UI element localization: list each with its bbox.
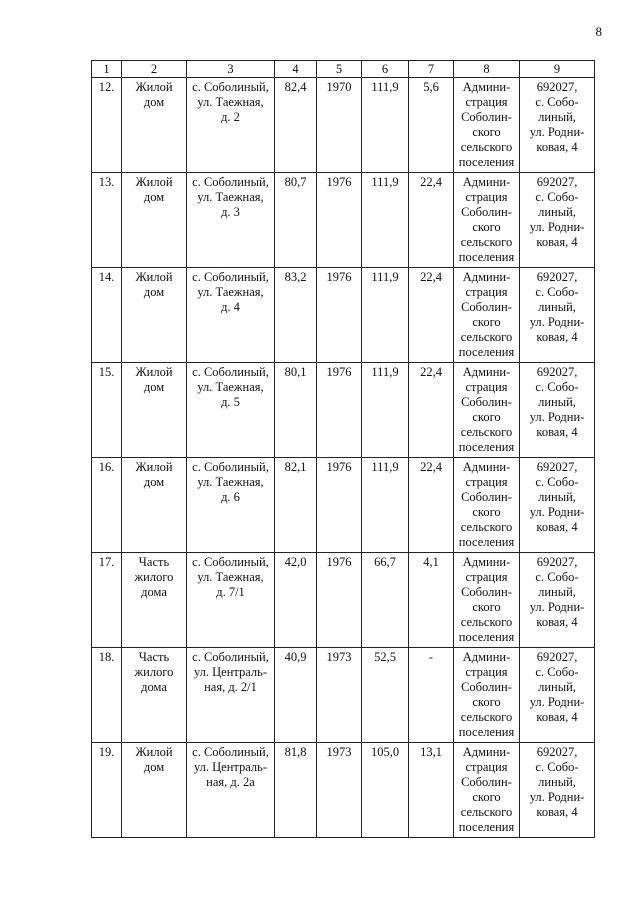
cell-line: ковая, 4 [536, 805, 578, 819]
table-row [92, 363, 595, 458]
header-row [92, 61, 595, 78]
build-year: 1976 [317, 363, 362, 458]
cell-line: страция [465, 570, 508, 584]
cell-line: поселения [458, 630, 515, 644]
cell-line: линый, [538, 395, 576, 409]
object-area: 82,1 [275, 458, 317, 553]
build-year: 1970 [317, 78, 362, 173]
cell-line: 692027, [536, 460, 578, 474]
cell-line: Соболин- [461, 205, 512, 219]
build-year: 1973 [317, 648, 362, 743]
cell-line: ского [472, 410, 501, 424]
cell-line: ул. Таежная, [197, 380, 264, 394]
cell-line: дома [141, 585, 167, 599]
balance-value: 111,9 [362, 78, 409, 173]
row-number: 17. [92, 553, 122, 648]
cell-line: дом [143, 190, 165, 204]
owner-name [454, 458, 520, 553]
cell-line: д. 6 [221, 490, 240, 504]
cell-line: Соболин- [461, 300, 512, 314]
table-row [92, 648, 595, 743]
object-type [122, 78, 187, 173]
cell-line: д. 2 [221, 110, 240, 124]
balance-value: 111,9 [362, 268, 409, 363]
cell-line: ского [472, 790, 501, 804]
cell-line: с. Собо- [535, 95, 579, 109]
cell-line: 692027, [536, 80, 578, 94]
cell-line: ул. Таежная, [197, 570, 264, 584]
cell-line: ского [472, 125, 501, 139]
property-table [91, 60, 595, 838]
cell-line: Админи- [462, 650, 511, 664]
residual-value: 22,4 [409, 173, 454, 268]
cell-line: страция [465, 760, 508, 774]
cell-line: страция [465, 190, 508, 204]
cell-line: Часть [138, 555, 170, 569]
object-type [122, 268, 187, 363]
cell-line: ского [472, 695, 501, 709]
header-cell: 1 [92, 61, 122, 78]
cell-line: линый, [538, 300, 576, 314]
header-cell: 7 [409, 61, 454, 78]
page-number: 8 [595, 24, 602, 39]
owner-name [454, 363, 520, 458]
object-area: 83,2 [275, 268, 317, 363]
cell-line: Жилой [135, 270, 173, 284]
residual-value: 4,1 [409, 553, 454, 648]
balance-value: 111,9 [362, 458, 409, 553]
object-address [187, 743, 275, 838]
cell-line: д. 3 [221, 205, 240, 219]
cell-line: Жилой [135, 460, 173, 474]
cell-line: ского [472, 315, 501, 329]
cell-line: Соболин- [461, 490, 512, 504]
cell-line: Соболин- [461, 110, 512, 124]
cell-line: дом [143, 475, 165, 489]
residual-value: 13,1 [409, 743, 454, 838]
cell-line: ул. Таежная, [197, 285, 264, 299]
owner-address [520, 78, 595, 173]
cell-line: сельского [460, 615, 513, 629]
header-cell: 3 [187, 61, 275, 78]
object-area: 40,9 [275, 648, 317, 743]
cell-line: Жилой [135, 80, 173, 94]
owner-name [454, 743, 520, 838]
cell-line: страция [465, 95, 508, 109]
cell-line: Соболин- [461, 775, 512, 789]
object-address [187, 268, 275, 363]
cell-line: Админи- [462, 460, 511, 474]
owner-address [520, 458, 595, 553]
cell-line: ул. Централь- [193, 665, 268, 679]
cell-line: страция [465, 665, 508, 679]
table-row [92, 553, 595, 648]
cell-line: дом [143, 380, 165, 394]
cell-line: ского [472, 220, 501, 234]
cell-line: д. 7/1 [216, 585, 245, 599]
owner-address [520, 743, 595, 838]
cell-line: д. 4 [221, 300, 240, 314]
cell-line: с. Соболиный, [192, 365, 269, 379]
cell-line: 692027, [536, 270, 578, 284]
cell-line: с. Соболиный, [192, 80, 269, 94]
cell-line: д. 5 [221, 395, 240, 409]
header-cell: 9 [520, 61, 595, 78]
cell-line: поселения [458, 725, 515, 739]
row-number: 14. [92, 268, 122, 363]
cell-line: ковая, 4 [536, 235, 578, 249]
cell-line: с. Соболиный, [192, 460, 269, 474]
residual-value: 22,4 [409, 458, 454, 553]
object-area: 80,7 [275, 173, 317, 268]
cell-line: ул. Родни- [529, 315, 585, 329]
cell-line: ул. Родни- [529, 505, 585, 519]
cell-line: поселения [458, 440, 515, 454]
cell-line: страция [465, 380, 508, 394]
object-type [122, 363, 187, 458]
cell-line: сельского [460, 235, 513, 249]
cell-line: поселения [458, 535, 515, 549]
cell-line: ул. Таежная, [197, 475, 264, 489]
cell-line: страция [465, 285, 508, 299]
cell-line: Админи- [462, 80, 511, 94]
cell-line: линый, [538, 110, 576, 124]
cell-line: с. Собо- [535, 475, 579, 489]
owner-address [520, 268, 595, 363]
cell-line: с. Собо- [535, 380, 579, 394]
cell-line: ковая, 4 [536, 425, 578, 439]
residual-value: - [409, 648, 454, 743]
cell-line: жилого [134, 665, 174, 679]
cell-line: ул. Родни- [529, 125, 585, 139]
balance-value: 111,9 [362, 173, 409, 268]
header-cell: 5 [317, 61, 362, 78]
object-type [122, 648, 187, 743]
cell-line: 692027, [536, 175, 578, 189]
cell-line: ковая, 4 [536, 140, 578, 154]
cell-line: с. Соболиный, [192, 175, 269, 189]
cell-line: ковая, 4 [536, 710, 578, 724]
owner-address [520, 553, 595, 648]
row-number: 18. [92, 648, 122, 743]
cell-line: ул. Централь- [193, 760, 268, 774]
residual-value: 22,4 [409, 268, 454, 363]
table-row [92, 78, 595, 173]
row-number: 19. [92, 743, 122, 838]
build-year: 1973 [317, 743, 362, 838]
object-address [187, 553, 275, 648]
cell-line: дом [143, 760, 165, 774]
owner-address [520, 363, 595, 458]
cell-line: ная, д. 2а [206, 775, 255, 789]
balance-value: 111,9 [362, 363, 409, 458]
object-type [122, 173, 187, 268]
cell-line: ковая, 4 [536, 615, 578, 629]
row-number: 15. [92, 363, 122, 458]
cell-line: с. Собо- [535, 665, 579, 679]
table-row [92, 173, 595, 268]
balance-value: 105,0 [362, 743, 409, 838]
cell-line: дом [143, 95, 165, 109]
cell-line: с. Соболиный, [192, 270, 269, 284]
cell-line: Соболин- [461, 585, 512, 599]
owner-name [454, 173, 520, 268]
cell-line: Соболин- [461, 680, 512, 694]
cell-line: линый, [538, 680, 576, 694]
object-area: 81,8 [275, 743, 317, 838]
cell-line: сельского [460, 425, 513, 439]
row-number: 13. [92, 173, 122, 268]
cell-line: Жилой [135, 745, 173, 759]
object-area: 42,0 [275, 553, 317, 648]
cell-line: поселения [458, 155, 515, 169]
object-area: 80,1 [275, 363, 317, 458]
cell-line: ул. Родни- [529, 790, 585, 804]
cell-line: поселения [458, 345, 515, 359]
build-year: 1976 [317, 173, 362, 268]
cell-line: 692027, [536, 365, 578, 379]
object-address [187, 363, 275, 458]
cell-line: ковая, 4 [536, 330, 578, 344]
cell-line: ского [472, 600, 501, 614]
cell-line: ул. Родни- [529, 600, 585, 614]
cell-line: Жилой [135, 175, 173, 189]
balance-value: 66,7 [362, 553, 409, 648]
cell-line: линый, [538, 585, 576, 599]
cell-line: ул. Родни- [529, 410, 585, 424]
header-cell: 2 [122, 61, 187, 78]
row-number: 12. [92, 78, 122, 173]
cell-line: с. Собо- [535, 760, 579, 774]
cell-line: жилого [134, 570, 174, 584]
cell-line: ул. Таежная, [197, 190, 264, 204]
object-type [122, 743, 187, 838]
cell-line: линый, [538, 775, 576, 789]
cell-line: линый, [538, 205, 576, 219]
cell-line: с. Собо- [535, 190, 579, 204]
cell-line: с. Соболиный, [192, 650, 269, 664]
object-type [122, 553, 187, 648]
build-year: 1976 [317, 553, 362, 648]
row-number: 16. [92, 458, 122, 553]
cell-line: Админи- [462, 555, 511, 569]
build-year: 1976 [317, 268, 362, 363]
cell-line: страция [465, 475, 508, 489]
object-type [122, 458, 187, 553]
cell-line: линый, [538, 490, 576, 504]
cell-line: Часть [138, 650, 170, 664]
owner-name [454, 648, 520, 743]
cell-line: сельского [460, 140, 513, 154]
cell-line: поселения [458, 250, 515, 264]
cell-line: ная, д. 2/1 [204, 680, 257, 694]
table-row [92, 743, 595, 838]
table-row [92, 268, 595, 363]
cell-line: с. Соболиный, [192, 555, 269, 569]
cell-line: Соболин- [461, 395, 512, 409]
cell-line: ул. Таежная, [197, 95, 264, 109]
header-cell: 4 [275, 61, 317, 78]
cell-line: Админи- [462, 365, 511, 379]
object-address [187, 458, 275, 553]
table-row [92, 458, 595, 553]
cell-line: ул. Родни- [529, 220, 585, 234]
cell-line: ковая, 4 [536, 520, 578, 534]
owner-name [454, 553, 520, 648]
balance-value: 52,5 [362, 648, 409, 743]
object-address [187, 78, 275, 173]
cell-line: Жилой [135, 365, 173, 379]
residual-value: 5,6 [409, 78, 454, 173]
cell-line: сельского [460, 805, 513, 819]
cell-line: поселения [458, 820, 515, 834]
object-address [187, 648, 275, 743]
cell-line: ул. Родни- [529, 695, 585, 709]
cell-line: 692027, [536, 745, 578, 759]
cell-line: с. Собо- [535, 570, 579, 584]
cell-line: сельского [460, 520, 513, 534]
header-cell: 6 [362, 61, 409, 78]
build-year: 1976 [317, 458, 362, 553]
cell-line: 692027, [536, 555, 578, 569]
owner-name [454, 268, 520, 363]
object-address [187, 173, 275, 268]
object-area: 82,4 [275, 78, 317, 173]
cell-line: дом [143, 285, 165, 299]
residual-value: 22,4 [409, 363, 454, 458]
cell-line: Админи- [462, 270, 511, 284]
owner-address [520, 173, 595, 268]
cell-line: с. Соболиный, [192, 745, 269, 759]
cell-line: сельского [460, 330, 513, 344]
owner-name [454, 78, 520, 173]
cell-line: 692027, [536, 650, 578, 664]
cell-line: ского [472, 505, 501, 519]
cell-line: дома [141, 680, 167, 694]
owner-address [520, 648, 595, 743]
cell-line: Админи- [462, 175, 511, 189]
cell-line: с. Собо- [535, 285, 579, 299]
header-cell: 8 [454, 61, 520, 78]
cell-line: сельского [460, 710, 513, 724]
cell-line: Админи- [462, 745, 511, 759]
